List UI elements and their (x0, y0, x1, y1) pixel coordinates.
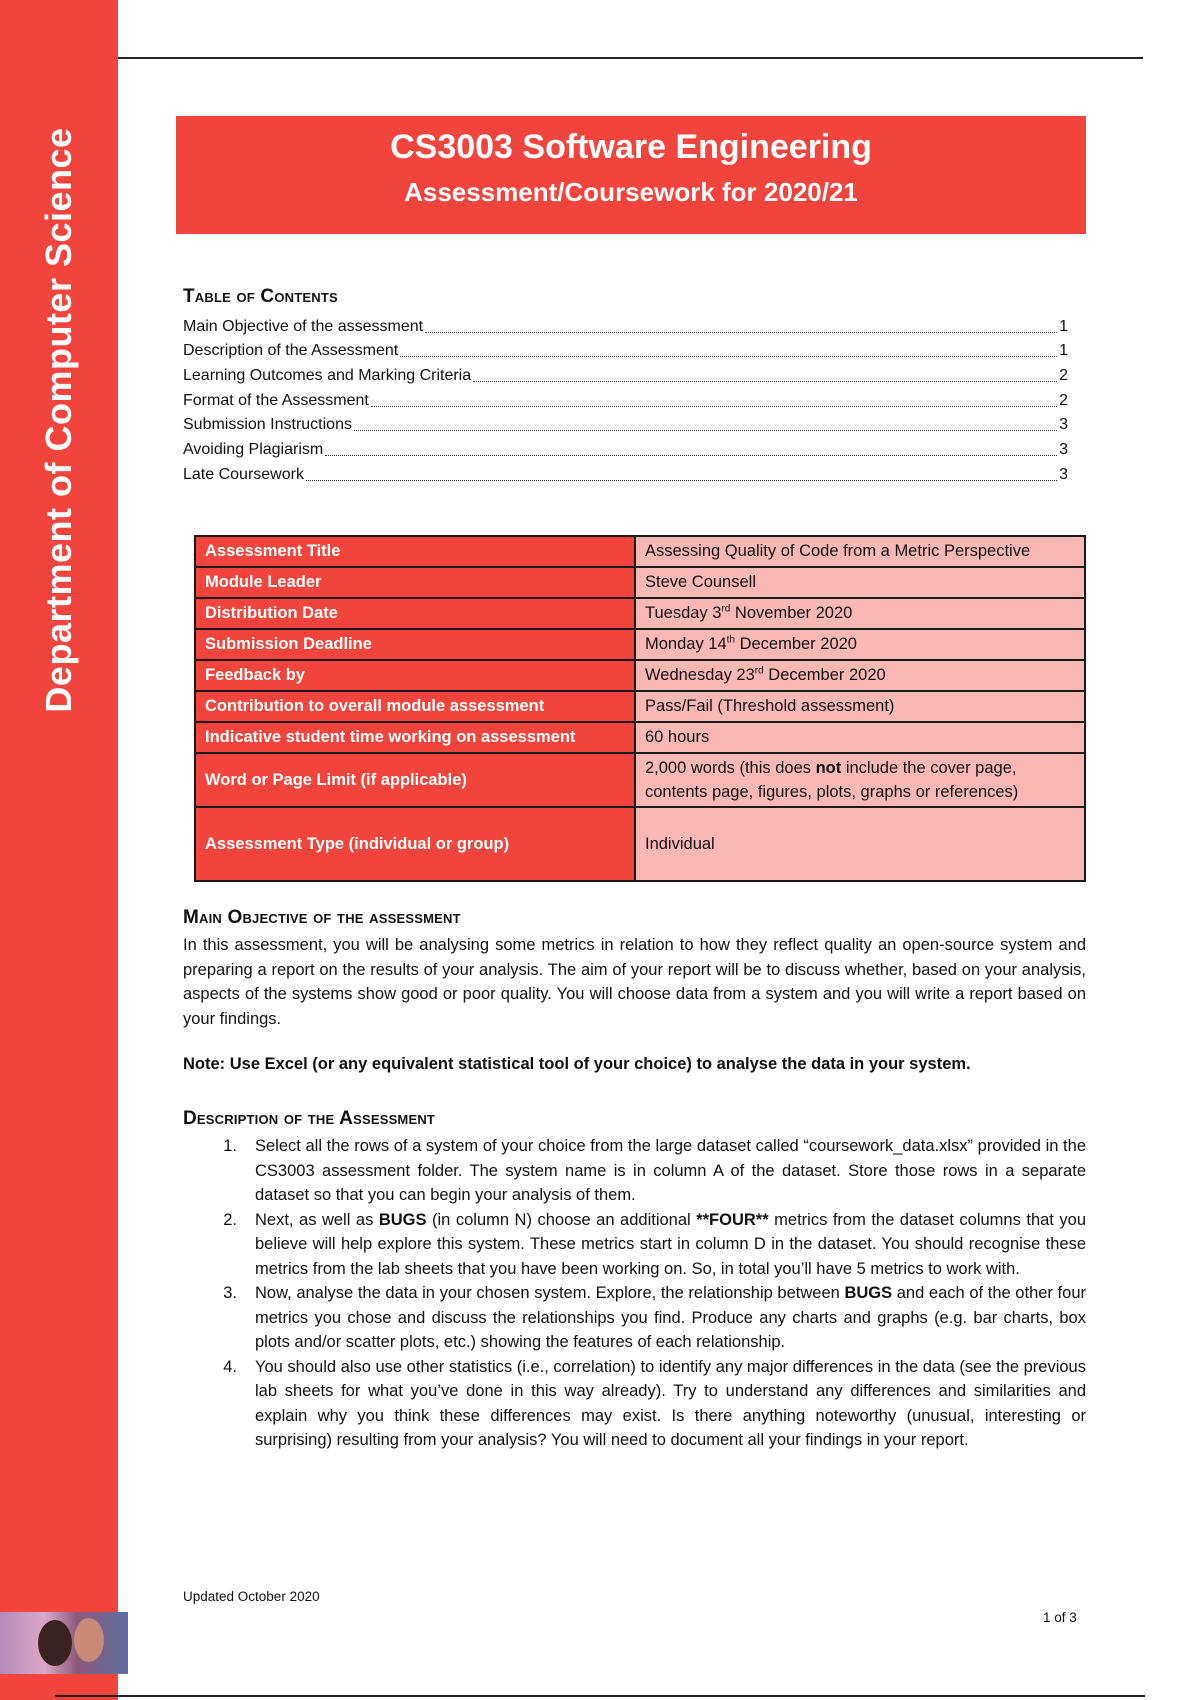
list-text (255, 1281, 1086, 1355)
table-row (195, 807, 1085, 881)
text-run: metrics from the dataset columns that you believe will help explore this system. These metrics start in column D in the dataset. You should recognise these metrics from the lab sheets that you have been working on. So, in total you’ll have 5 metrics to work with. (255, 1210, 1086, 1278)
value-text: Monday 14 (645, 635, 727, 653)
row-label: Feedback by (195, 660, 635, 691)
toc-entry-page: 2 (1059, 391, 1068, 409)
emphasis: BUGS (378, 1210, 427, 1229)
toc-leader (325, 455, 1057, 456)
sidebar-photo (0, 1612, 128, 1674)
row-value: Steve Counsell (635, 567, 1085, 598)
table-row (195, 567, 1085, 598)
value-ordinal: rd (754, 665, 764, 677)
list-text (255, 1208, 1086, 1282)
photo-person-1 (38, 1620, 72, 1666)
row-label: Word or Page Limit (if applicable) (195, 753, 635, 807)
row-label: Distribution Date (195, 598, 635, 629)
row-value: 60 hours (635, 722, 1085, 753)
list-number: 1. (223, 1137, 237, 1155)
row-label: Contribution to overall module assessment (195, 691, 635, 722)
page-number: 1 of 3 (1043, 1610, 1077, 1625)
top-rule (118, 57, 1143, 59)
toc-entry[interactable] (183, 388, 1068, 413)
row-value (635, 598, 1085, 629)
text-run: and each of the other four metrics you chose and discuss the relationships you find. Produce any charts and graphs (e.g. bar charts, box plots and/or scatter plots, etc.) showing the features of each relationship. (255, 1284, 1086, 1351)
main-objective-heading: Main Objective of the assessment (183, 907, 461, 928)
row-value: Assessing Quality of Code from a Metric Perspective (635, 536, 1085, 567)
footer-updated: Updated October 2020 (183, 1589, 320, 1604)
note-text: Note: Use Excel (or any equivalent statistical tool of your choice) to analyse the data in your system. (183, 1055, 971, 1073)
value-ordinal: th (726, 634, 735, 646)
row-label: Indicative student time working on assessment (195, 722, 635, 753)
list-item (183, 1355, 1086, 1453)
toc-entry[interactable] (183, 339, 1068, 364)
toc-entry-label: Description of the Assessment (183, 342, 399, 360)
document-title: CS3003 Software Engineering (390, 128, 872, 166)
value-text: Wednesday 23 (645, 666, 755, 684)
toc-entry-label: Main Objective of the assessment (183, 317, 424, 335)
emphasis: BUGS (844, 1284, 893, 1302)
toc-entry-label: Submission Instructions (183, 416, 352, 434)
row-value (635, 753, 1085, 807)
value-text: include the cover page, contents page, figures, plots, graphs or references) (645, 759, 1019, 801)
department-label: Department of Computer Science (38, 127, 79, 713)
text-run: Now, analyse the data in your chosen system. Explore, the relationship between (255, 1284, 845, 1302)
toc-heading: Table of Contents (183, 286, 338, 307)
table-row (195, 722, 1085, 753)
toc-entry-page: 1 (1059, 342, 1068, 360)
list-text: Select all the rows of a system of your choice from the large dataset called “coursework_data.xlsx” provided in the CS3003 assessment folder. The system name is in column A of the dataset. Store those rows in a separate dataset so that you can begin your analysis of them. (255, 1137, 1086, 1204)
value-text: December 2020 (763, 666, 886, 684)
toc-leader (371, 406, 1057, 407)
toc-leader (400, 356, 1057, 357)
toc-entry[interactable] (183, 363, 1068, 388)
row-label: Submission Deadline (195, 629, 635, 660)
value-text: December 2020 (734, 635, 857, 653)
toc-entry-page: 3 (1059, 416, 1068, 434)
table-row (195, 536, 1085, 567)
toc-entry-label: Late Coursework (183, 465, 304, 483)
table-row (195, 629, 1085, 660)
toc-entry-page: 1 (1059, 317, 1068, 335)
assessment-info-table (194, 535, 1086, 882)
toc-entry-label: Avoiding Plagiarism (183, 441, 324, 459)
toc-entry-page: 3 (1059, 441, 1068, 459)
table-row (195, 660, 1085, 691)
row-label: Assessment Title (195, 536, 635, 567)
value-text: Tuesday 3 (645, 604, 722, 622)
toc-entry-label: Format of the Assessment (183, 391, 369, 409)
table-row (195, 691, 1085, 722)
value-ordinal: rd (721, 603, 731, 615)
toc-leader (473, 381, 1057, 382)
toc-leader (425, 332, 1057, 333)
value-text: 2,000 words (this does (645, 759, 816, 777)
title-banner (176, 116, 1086, 234)
value-emphasis: not (815, 759, 842, 777)
text-run: Next, as well as (255, 1210, 379, 1229)
value-text: November 2020 (730, 604, 853, 622)
toc-entry-label: Learning Outcomes and Marking Criteria (183, 367, 472, 385)
row-value: Individual (635, 807, 1085, 881)
row-value: Pass/Fail (Threshold assessment) (635, 691, 1085, 722)
row-value (635, 629, 1085, 660)
list-number: 2. (223, 1210, 237, 1229)
row-label: Module Leader (195, 567, 635, 598)
row-label: Assessment Type (individual or group) (195, 807, 635, 881)
table-row (195, 753, 1085, 807)
list-item (183, 1208, 1086, 1282)
list-item (183, 1134, 1086, 1208)
main-objective-text: In this assessment, you will be analysing some metrics in relation to how they reflect quality an open-source system and preparing a report on the results of your analysis. The aim of your report will be to discuss whether, based on your analysis, aspects of the systems show good or poor quality. You will choose data from a system and you will write a report based on your findings. (183, 936, 1086, 1028)
toc-entry[interactable] (183, 314, 1068, 339)
toc-entry-page: 3 (1059, 465, 1068, 483)
list-text: You should also use other statistics (i.e., correlation) to identify any major differences in the data (see the previous lab sheets for what you’ve done in this way already). Try to understand any differences and similarities and explain why you think these differences may exist. Is there anything noteworthy (unusual, interesting or surprising) resulting from your analysis? You will need to document all your findings in your report. (255, 1357, 1086, 1449)
description-heading: Description of the Assessment (183, 1108, 436, 1129)
toc-entry[interactable] (183, 462, 1068, 487)
toc-entry[interactable] (183, 437, 1068, 462)
row-value (635, 660, 1085, 691)
toc-entry[interactable] (183, 413, 1068, 438)
emphasis: **FOUR** (696, 1210, 769, 1229)
bottom-rule (55, 1695, 1145, 1697)
photo-person-2 (74, 1618, 104, 1662)
toc-leader (306, 480, 1057, 481)
list-item (183, 1281, 1086, 1355)
description-list (183, 1134, 1086, 1453)
toc-entry-page: 2 (1059, 367, 1068, 385)
document-subtitle: Assessment/Coursework for 2020/21 (404, 177, 858, 207)
text-run: (in column N) choose an additional (426, 1210, 697, 1229)
table-row (195, 598, 1085, 629)
list-number: 4. (223, 1357, 237, 1376)
list-number: 3. (223, 1284, 237, 1302)
toc-leader (354, 430, 1057, 431)
table-of-contents (183, 314, 1068, 487)
sidebar (0, 0, 118, 1700)
